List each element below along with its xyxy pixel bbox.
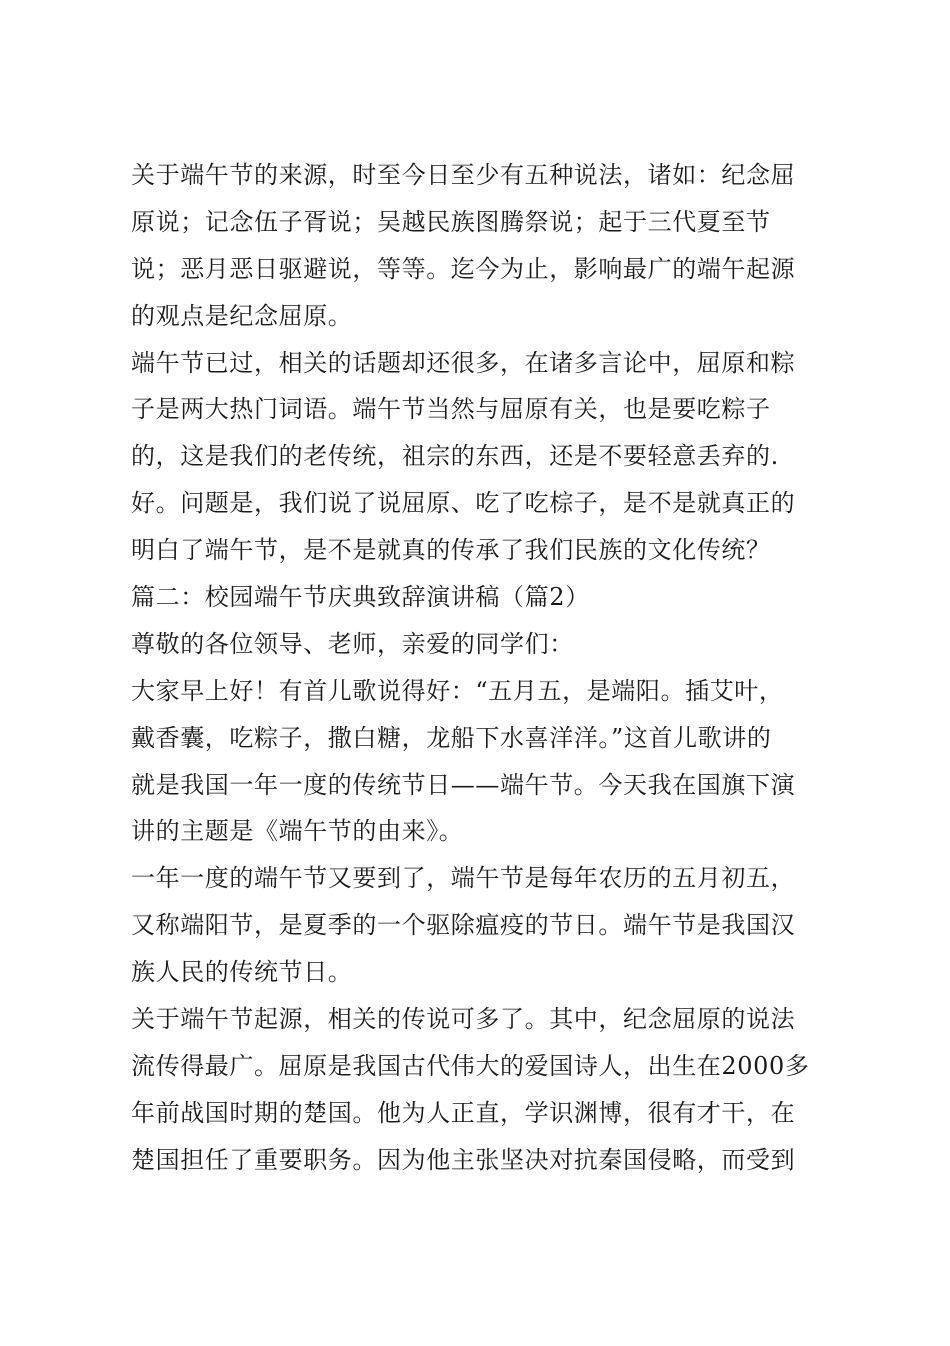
text-line: 的观点是纪念屈原。 xyxy=(131,301,353,330)
text-line: 一年一度的端午节又要到了，端午节是每年农历的五月初五， xyxy=(131,864,796,893)
text-line: 流传得最广。屈原是我国古代伟大的爱国诗人，出生在2000多 xyxy=(131,1051,810,1080)
paragraph-salutation xyxy=(131,621,831,668)
text-line: 大家早上好！有首儿歌说得好：“五月五，是端阳。插艾叶， xyxy=(131,676,784,705)
text-line: 年前战国时期的楚国。他为人正直，学识渊博，很有才干，在 xyxy=(131,1098,796,1127)
text-line: 的，这是我们的老传统，祖宗的东西，还是不要轻意丢弃的. xyxy=(131,442,779,471)
paragraph-origin-theories xyxy=(131,152,831,340)
text-line: 子是两大热门词语。端午节当然与屈原有关，也是要吃粽子 xyxy=(131,395,771,424)
text-line: 说；恶月恶日驱避说，等等。迄今为止，影响最广的端午起源 xyxy=(131,254,796,283)
paragraph-greeting xyxy=(131,668,831,856)
text-line: 篇二：校园端午节庆典致辞演讲稿（篇2） xyxy=(131,583,590,612)
paragraph-qu-yuan-legend xyxy=(131,996,831,1184)
text-line: 尊敬的各位领导、老师，亲爱的同学们： xyxy=(131,629,574,658)
section-heading xyxy=(131,574,831,621)
text-line: 关于端午节起源，相关的传说可多了。其中，纪念屈原的说法 xyxy=(131,1005,796,1034)
text-line: 明白了端午节，是不是就真的传承了我们民族的文化传统？ xyxy=(131,536,771,565)
paragraph-festival-date xyxy=(131,855,831,996)
text-line: 好。问题是，我们说了说屈原、吃了吃棕子，是不是就真正的 xyxy=(131,489,796,518)
text-line: 端午节已过，相关的话题却还很多，在诸多言论中，屈原和粽 xyxy=(131,348,796,377)
text-line: 讲的主题是《端午节的由来》。 xyxy=(131,817,464,846)
text-line: 族人民的传统节日。 xyxy=(131,958,353,987)
text-line: 楚国担任了重要职务。因为他主张坚决对抗秦国侵略，而受到 xyxy=(131,1145,796,1174)
text-line: 原说；记念伍子胥说；吴越民族图腾祭说；起于三代夏至节 xyxy=(131,207,771,236)
text-line: 又称端阳节，是夏季的一个驱除瘟疫的节日。端午节是我国汉 xyxy=(131,911,796,940)
text-line: 就是我国一年一度的传统节日——端午节。今天我在国旗下演 xyxy=(131,770,796,799)
document-body xyxy=(131,152,831,1184)
paragraph-festival-discussion xyxy=(131,340,831,574)
text-line: 关于端午节的来源，时至今日至少有五种说法，诸如：纪念屈 xyxy=(131,161,796,189)
text-line: 戴香囊，吃粽子，撒白糖，龙船下水喜洋洋。”这首儿歌讲的 xyxy=(131,723,772,752)
